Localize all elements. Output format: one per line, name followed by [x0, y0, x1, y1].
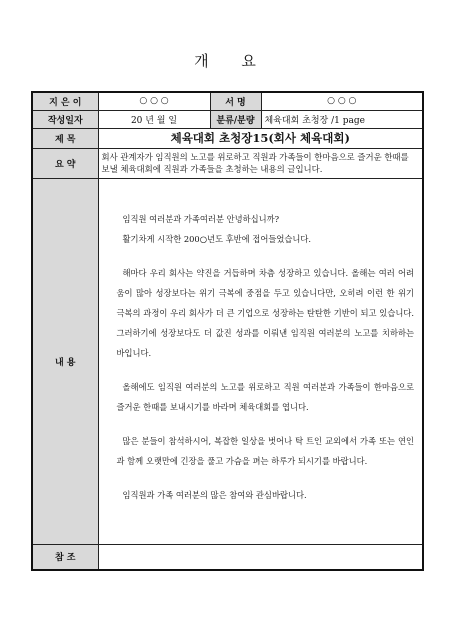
reference-label: 참 조: [32, 544, 98, 570]
author-value: ○ ○ ○: [98, 92, 210, 110]
category-label: 분류/분량: [210, 110, 261, 128]
signature-label: 서 명: [210, 92, 261, 110]
document-title: 개 요: [194, 52, 256, 70]
summary-value: 회사 관계자가 임직원의 노고를 위로하고 직원과 가족들이 한마음으로 즐거운 한때를 보낼 체육대회에 직원과 가족들을 초청하는 내용의 글입니다.: [98, 148, 423, 178]
content-paragraph-2: 활기차게 시작한 200○년도 후반에 접어들었습니다.: [122, 233, 312, 244]
category-value: 체육대회 초청장 /1 page: [261, 110, 423, 128]
subject-label: 제 목: [32, 128, 98, 148]
content-paragraph-4: 올해에도 임직원 여러분의 노고를 위로하고 직원 여러분과 가족들이 한마음으로 즐거운 한때를 보내시기를 바라며 체육대회를 엽니다.: [116, 381, 414, 412]
subject-value: 체육대회 초청장15(회사 체육대회): [98, 128, 423, 148]
content-paragraph-5: 많은 분들이 참석하시어, 복잡한 일상을 벗어나 탁 트인 교외에서 가족 또는 연인과 함께 오랫만에 긴장을 풀고 가슴을 펴는 하루가 되시기를 바랍니다.: [116, 435, 414, 466]
author-label: 지 은 이: [32, 92, 98, 110]
content-paragraph-3: 해마다 우리 회사는 약진을 거듭하며 차츰 성장하고 있습니다. 올해는 여러 어려움이 많아 성장보다는 위기 극복에 중점을 두고 있습니다만, 오히려 이런 한 위기 극복의 과정이 우리 회사가 더 큰 기업으로 성장하는 탄탄한 기반이 되고 있습니다. 그러하기에 성장보다도 더 값진 성과를 이뤄낸 임직원 여러분의 노고를 치하하는 바입니다.: [116, 267, 414, 358]
summary-label: 요 약: [32, 148, 98, 178]
content-paragraph-6: 임직원과 가족 여러분의 많은 참여와 관심바랍니다.: [122, 489, 307, 500]
reference-value: [98, 544, 423, 570]
content-label: 내 용: [32, 178, 98, 544]
signature-value: ○ ○ ○: [261, 92, 423, 110]
content-paragraph-1: 임직원 여러분과 가족여러분 안녕하십니까?: [122, 213, 280, 224]
content-body: [98, 178, 423, 544]
overview-form: [31, 91, 424, 571]
date-value: 20 년 월 일: [98, 110, 210, 128]
date-label: 작성일자: [32, 110, 98, 128]
